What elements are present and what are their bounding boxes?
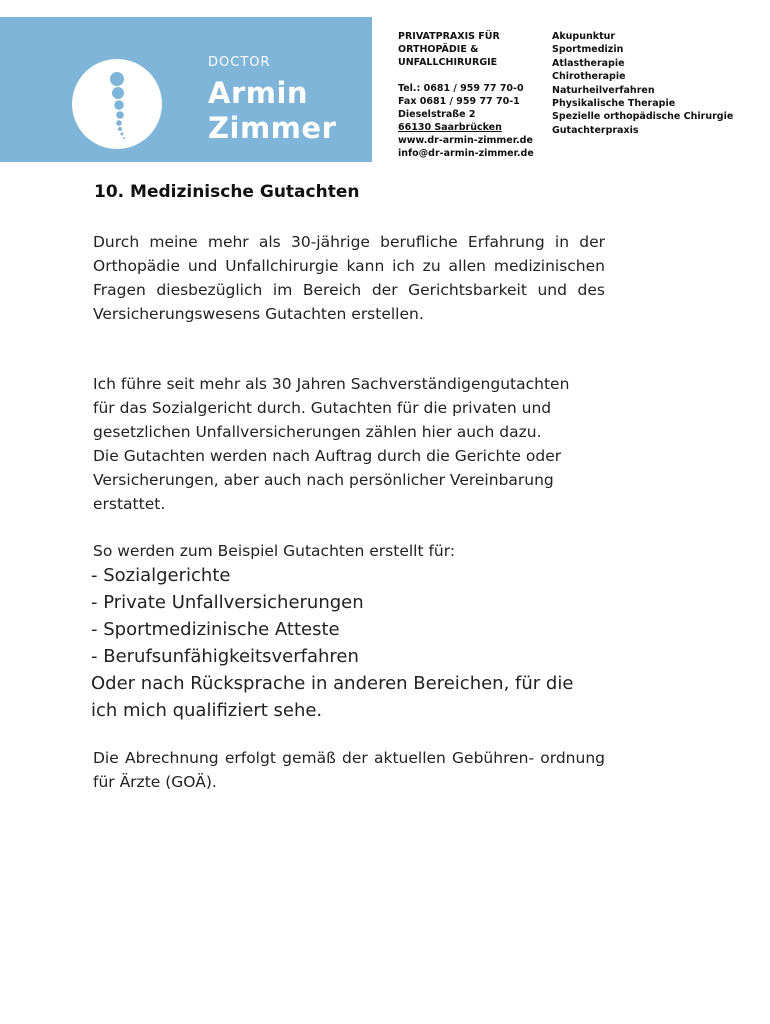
street-address: Dieselstraße 2 xyxy=(398,109,476,120)
services-list xyxy=(552,30,752,137)
spine-icon xyxy=(72,59,162,149)
service-item: Atlastherapie xyxy=(552,57,625,69)
list-outro-line: Oder nach Rücksprache in anderen Bereichen, für die xyxy=(91,673,574,694)
list-item: - Berufsunfähigkeitsverfahren xyxy=(91,646,359,667)
list-outro-line: ich mich qualifiziert sehe. xyxy=(91,700,323,721)
list-item: - Sozialgerichte xyxy=(91,565,231,586)
service-item: Physikalische Therapie xyxy=(552,98,676,110)
logo-doctor-label: DOCTOR xyxy=(208,55,271,70)
paragraph-line: Versicherungen, aber auch nach persönlicher Vereinbarung xyxy=(93,471,554,489)
contact-block xyxy=(398,30,543,160)
contact-spacer xyxy=(398,69,543,82)
logo-emblem xyxy=(72,59,162,149)
phone-number: Tel.: 0681 / 959 77 70-0 xyxy=(398,83,524,94)
practice-line: ORTHOPÄDIE & xyxy=(398,44,479,55)
paragraph-line: Die Gutachten werden nach Auftrag durch die Gerichte oder xyxy=(93,447,562,465)
paragraph-line: gesetzlichen Unfallversicherungen zählen hier auch dazu. xyxy=(93,423,542,441)
practice-line: PRIVATPRAXIS FÜR xyxy=(398,31,500,42)
logo-first-name: Armin xyxy=(208,76,309,110)
service-item: Akupunktur xyxy=(552,31,616,42)
intro-paragraph: Durch meine mehr als 30-jährige berufliche Erfahrung in der Orthopädie und Unfallchirurgie kann ich zu allen medizinischen Fragen diesbezüglich im Bereich der Gerichtsbarkeit und des Versicherungswesens Gutachten erstellen. xyxy=(93,233,605,323)
practice-line: UNFALLCHIRURGIE xyxy=(398,57,498,68)
service-item: Spezielle orthopädische Chirurgie xyxy=(552,111,734,123)
experience-paragraph xyxy=(93,372,605,516)
service-item: Sportmedizin xyxy=(552,44,624,56)
email-link[interactable]: info@dr-armin-zimmer.de xyxy=(398,148,534,159)
logo-banner xyxy=(0,17,372,162)
list-intro: So werden zum Beispiel Gutachten erstellt für: xyxy=(93,542,456,560)
service-item: Naturheilverfahren xyxy=(552,84,655,96)
service-item: Chirotherapie xyxy=(552,71,626,83)
list-item: - Private Unfallversicherungen xyxy=(91,592,364,613)
report-type-list xyxy=(91,562,621,724)
website-link[interactable]: www.dr-armin-zimmer.de xyxy=(398,135,533,146)
billing-paragraph: Die Abrechnung erfolgt gemäß der aktuellen Gebühren- ordnung für Ärzte (GOÄ). xyxy=(93,749,605,791)
paragraph-line: für das Sozialgericht durch. Gutachten für die privaten und xyxy=(93,399,552,417)
list-item: - Sportmedizinische Atteste xyxy=(91,619,340,640)
paragraph-line: Ich führe seit mehr als 30 Jahren Sachverständigengutachten xyxy=(93,375,570,393)
fax-number: Fax 0681 / 959 77 70-1 xyxy=(398,96,520,107)
logo-last-name: Zimmer xyxy=(208,111,337,145)
page-title: 10. Medizinische Gutachten xyxy=(94,182,360,202)
paragraph-line: erstattet. xyxy=(93,495,166,513)
service-item: Gutachterpraxis xyxy=(552,124,639,136)
city-address: 66130 Saarbrücken xyxy=(398,122,502,133)
